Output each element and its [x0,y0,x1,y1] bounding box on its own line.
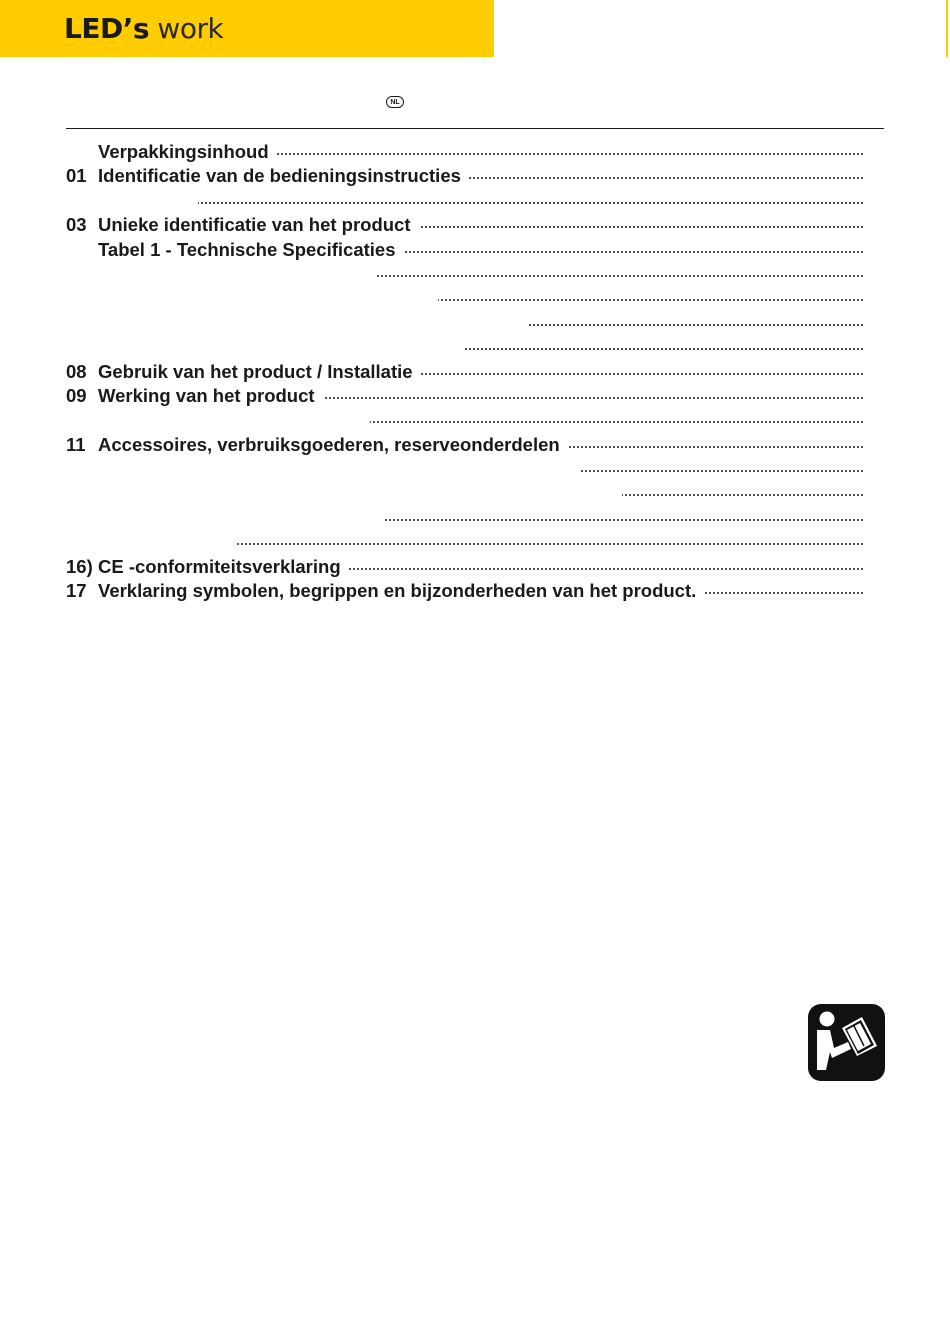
toc-dot-leader [236,541,864,547]
toc-number: 08 [66,360,87,382]
toc-row [66,213,864,237]
toc-number: 03 [66,214,87,236]
toc-row [66,238,864,262]
brand-header-bar [0,0,494,57]
toc-title: Identificatie van de bedieningsinstructies [98,165,461,187]
toc-row [66,530,864,554]
toc-dot-leader [376,273,864,279]
brand-logo-light: work [149,12,224,45]
toc-row [66,360,864,384]
toc-number: 11 [66,433,86,455]
toc-dot-leader [622,492,864,498]
toc-row [66,408,864,432]
toc-row [66,335,864,359]
toc-dot-leader [370,419,864,425]
toc-row [66,189,864,213]
toc-row [66,506,864,530]
toc-row [66,384,864,408]
toc-dot-leader [323,395,864,401]
toc-number: 09 [66,384,87,406]
toc-row [66,433,864,457]
toc-title: Verpakkingsinhoud [98,141,269,162]
toc-dot-leader [568,444,864,450]
toc-dot-leader [581,468,864,474]
toc-dot-leader [438,297,864,303]
toc-row [66,579,864,603]
toc-row [66,481,864,505]
toc-row [66,140,864,164]
read-manual-icon [808,1004,885,1081]
toc-row [66,164,864,188]
toc-title: Unieke identificatie van het product [98,214,411,236]
toc-dot-leader [349,566,864,572]
toc-dot-leader [277,151,864,157]
toc-dot-leader [469,175,864,181]
toc-title: Gebruik van het product / Installatie [98,360,413,382]
toc-title: Tabel 1 - Technische Specificaties [98,238,396,260]
toc-dot-leader [464,346,864,352]
header-divider [66,128,884,129]
toc-number: 16) [66,555,93,577]
toc-row [66,457,864,481]
toc-number: 01 [66,165,87,187]
toc-dot-leader [704,590,864,596]
toc-row [66,555,864,579]
toc-dot-leader [421,371,864,377]
toc-number: 17 [66,580,87,602]
toc-dot-leader [403,249,864,255]
toc-title: Werking van het product [98,384,315,406]
brand-logo [64,12,223,46]
toc-row [66,262,864,286]
brand-logo-bold: LED’s [64,12,150,45]
toc-dot-leader [529,322,864,328]
toc-row [66,286,864,310]
table-of-contents [66,140,864,603]
toc-title: Verklaring symbolen, begrippen en bijzonderheden van het product. [98,580,697,602]
language-badge: NL [386,96,404,108]
toc-row [66,311,864,335]
toc-title: CE -conformiteitsverklaring [98,555,341,577]
toc-title: Accessoires, verbruiksgoederen, reserveonderdelen [98,433,560,455]
page-edge-line [946,0,948,57]
toc-dot-leader [419,224,864,230]
toc-dot-leader [384,517,864,523]
toc-dot-leader [198,200,864,206]
